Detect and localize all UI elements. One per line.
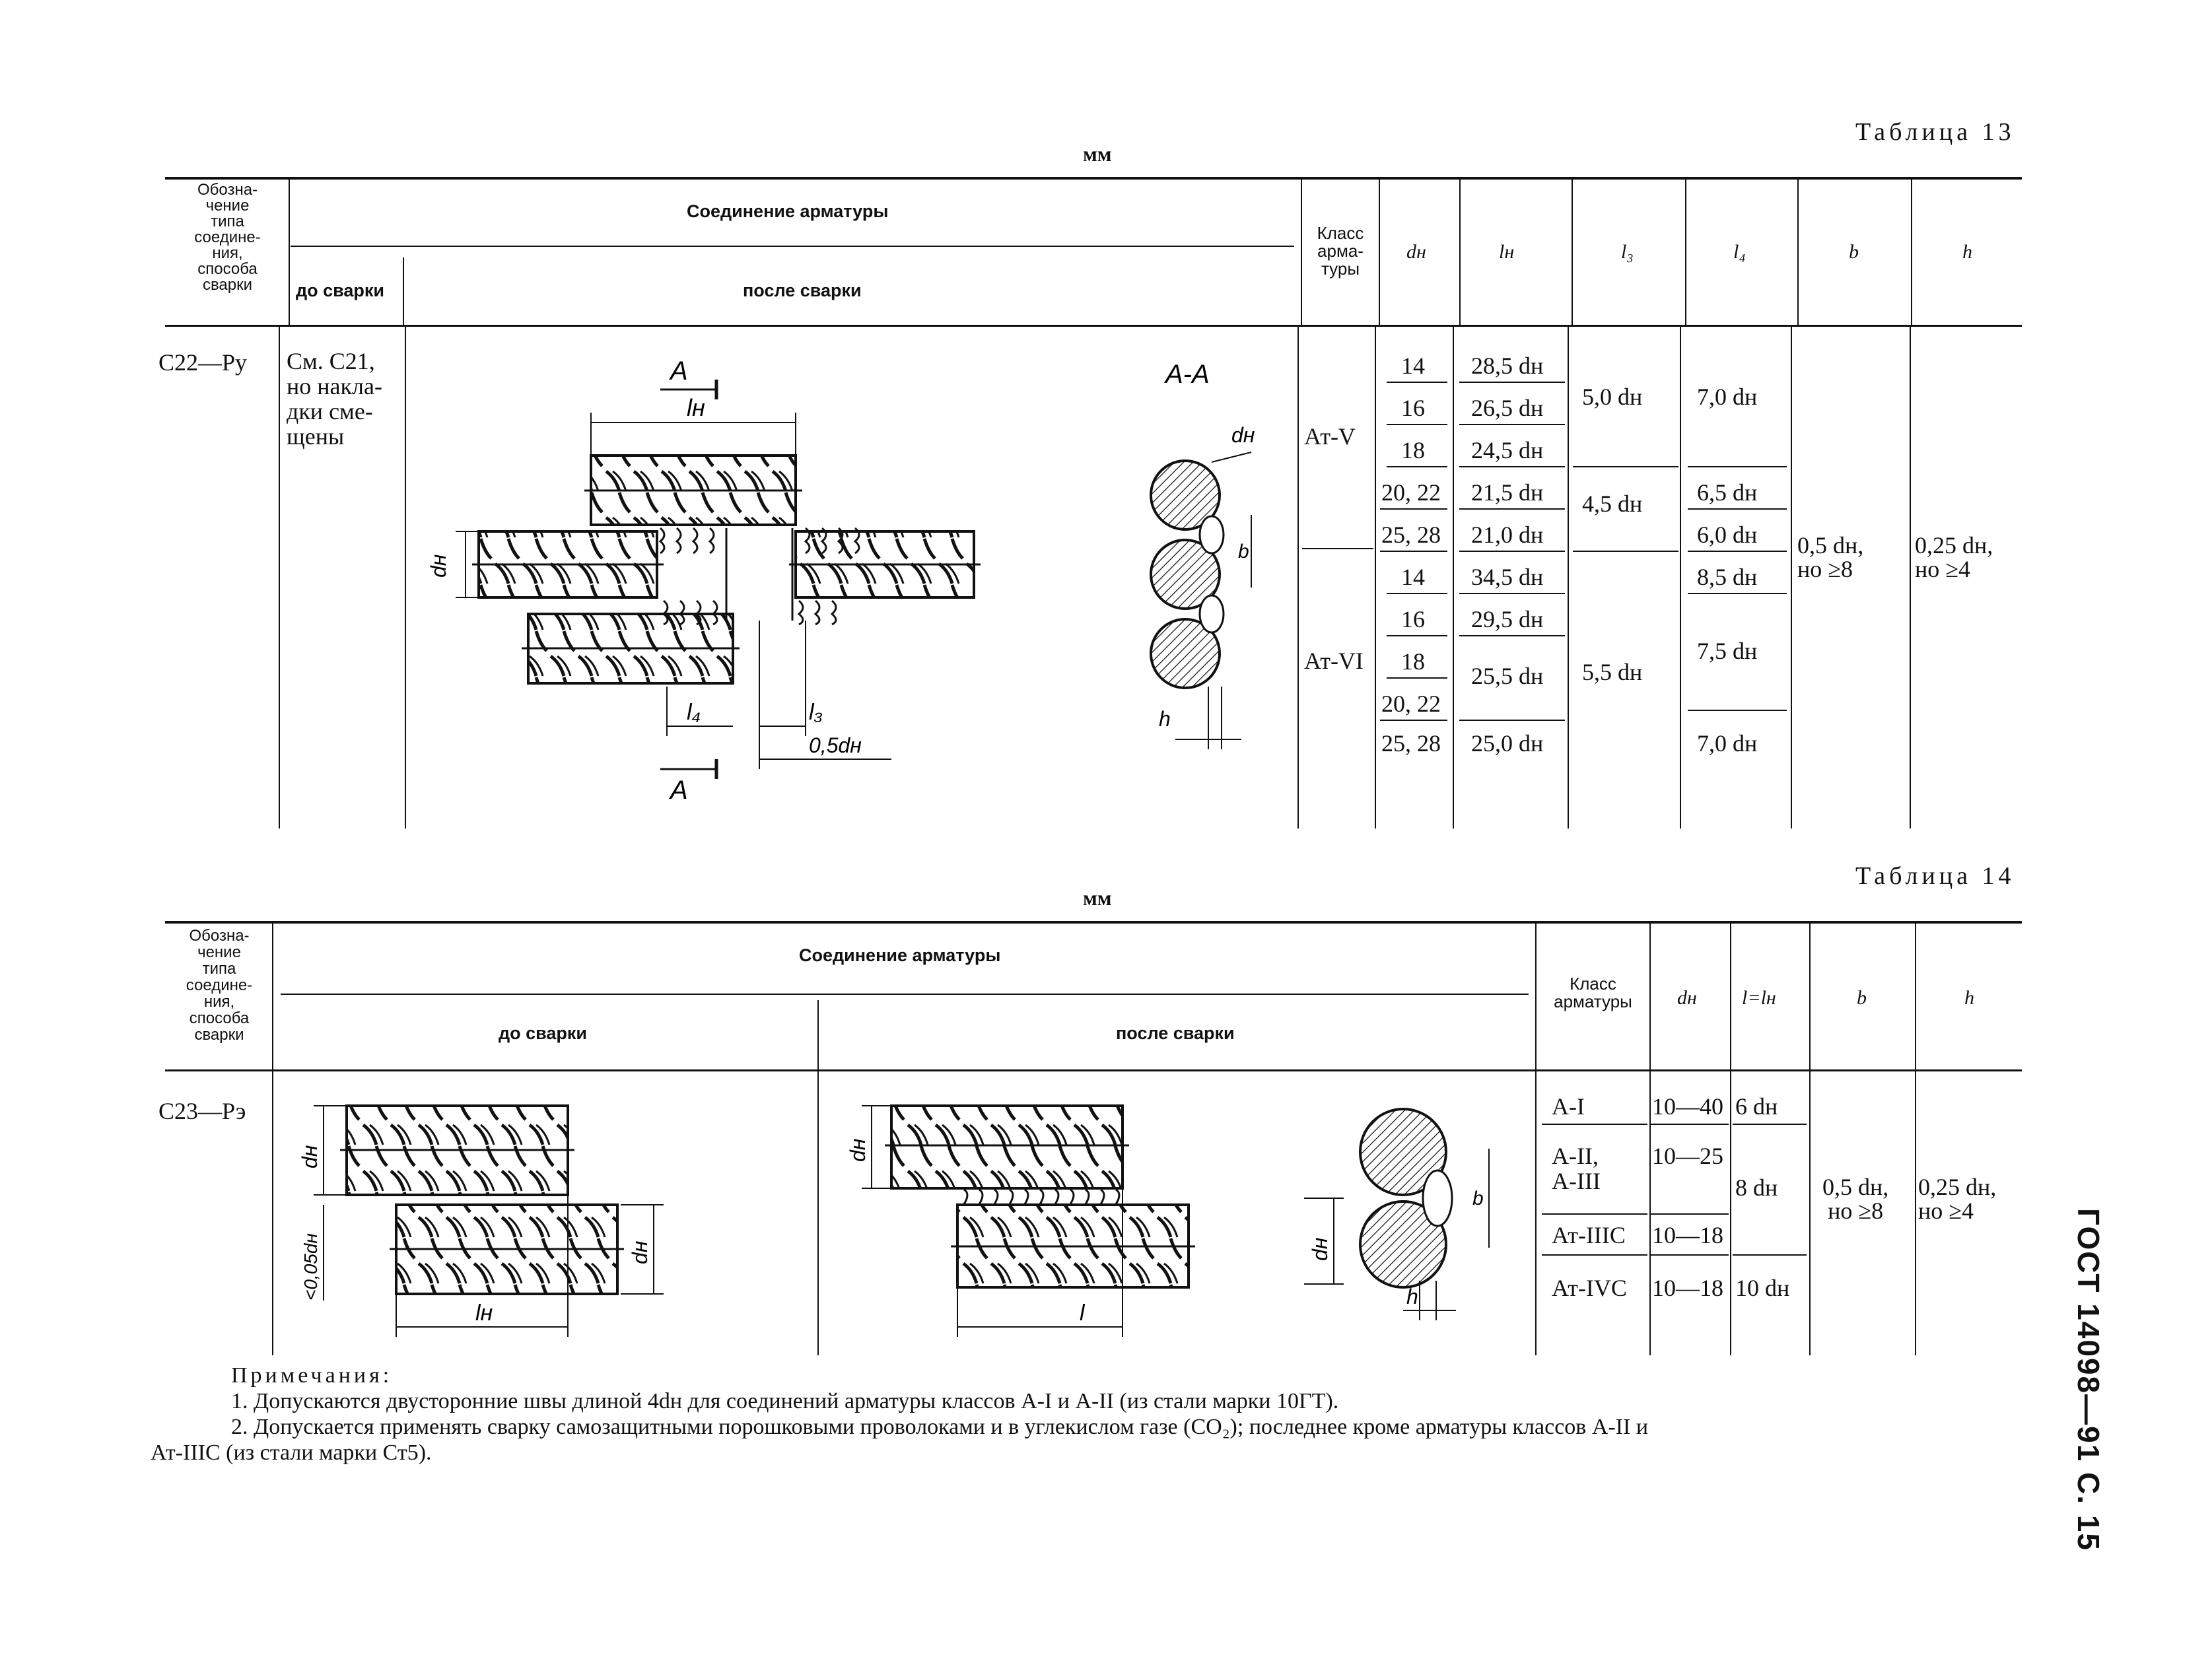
t13-vline <box>1568 327 1569 828</box>
t14-after-dn-label: dн <box>846 1138 870 1162</box>
t13-d-1: 16 <box>1401 395 1425 421</box>
t13-l4-3: 8,5 dн <box>1697 564 1758 590</box>
t13-section-b-label: b <box>1238 541 1249 562</box>
t13-ln-header: lн <box>1499 241 1515 263</box>
table-14-label: Таблица 14 <box>1855 862 2015 890</box>
t13-header-rule <box>165 325 2022 327</box>
t13-d-6: 16 <box>1401 606 1425 632</box>
t13-ln-7: 25,5 dн <box>1471 663 1544 689</box>
t13-vline <box>1379 178 1380 325</box>
t13-before-text: См. С21, но накла- дки сме- щены <box>287 348 382 450</box>
t13-ln-0: 28,5 dн <box>1471 353 1544 379</box>
t14-after-dn2-label: dн <box>1308 1237 1332 1261</box>
t13-d-8: 20, 22 <box>1381 691 1441 717</box>
t13-d-4: 25, 28 <box>1381 522 1441 548</box>
t13-vline <box>1910 327 1911 828</box>
t14-b-header: b <box>1857 987 1867 1009</box>
t14-before-header: до сварки <box>499 1023 588 1043</box>
t13-vline <box>1797 178 1799 325</box>
t13-l4-1: 6,5 dн <box>1697 479 1758 506</box>
t14-l-2: 10 dн <box>1735 1275 1790 1301</box>
t14-before-drawing <box>277 1076 812 1353</box>
t13-class-atv: Ат-V <box>1304 423 1356 450</box>
t13-l3-1: 4,5 dн <box>1582 490 1643 517</box>
t13-cut-mark-bottom: A <box>670 776 688 805</box>
t14-after-header: после сварки <box>1116 1023 1235 1043</box>
t13-d-9: 25, 28 <box>1381 730 1441 757</box>
t13-drawing-l3-label: l₃ <box>809 700 823 725</box>
t14-d-1: 10—25 <box>1652 1143 1723 1169</box>
t13-drawing-ln-label: lн <box>687 394 705 421</box>
t14-designation-header: Обозна- чение типа соедине- ния, способа сварки <box>186 927 253 1044</box>
table-13-label: Таблица 13 <box>1855 118 2015 146</box>
t14-d-3: 10—18 <box>1652 1275 1723 1301</box>
t13-vline <box>1572 178 1573 325</box>
t14-before-dn2-label: dн <box>628 1240 652 1264</box>
t13-drawing-dn-label: dн <box>427 554 450 578</box>
t14-h-header: h <box>1964 987 1974 1009</box>
t14-l-1: 8 dн <box>1735 1174 1778 1201</box>
t13-vline <box>279 327 280 828</box>
t14-row-code: С23—Рэ <box>158 1098 246 1124</box>
t13-row-code: С22—Ру <box>158 349 248 376</box>
t13-ln-6: 29,5 dн <box>1471 606 1544 632</box>
t13-class-header: Класс арма- туры <box>1317 223 1364 279</box>
t13-after-header: после сварки <box>743 281 862 300</box>
t13-ln-1: 26,5 dн <box>1471 395 1544 421</box>
t13-l4-header: l₄ <box>1733 241 1746 263</box>
t13-vline <box>403 257 404 325</box>
t13-designation-header: Обозна- чение типа соедине- ния, способа сварки <box>194 181 261 294</box>
t14-b-value: 0,5 dн, но ≥8 <box>1822 1174 1889 1224</box>
t14-connection-header: Соединение арматуры <box>799 945 1001 965</box>
t14-class-2: А-III <box>1552 1168 1601 1194</box>
t13-section-dn-label: dн <box>1231 423 1255 447</box>
t13-l4-2: 6,0 dн <box>1697 522 1758 548</box>
t14-sub-rule <box>281 994 1529 995</box>
note-1: 1. Допускаются двусторонние швы длиной 4dн для соединений арматуры классов А-I и А-II (из стали марки 10ГТ). <box>231 1389 1339 1413</box>
t14-dn-header: dн <box>1677 987 1697 1009</box>
t13-drawing <box>409 330 1294 832</box>
t13-connection-header: Соединение арматуры <box>687 201 889 221</box>
t13-class-divider <box>1302 548 1373 549</box>
t13-l4-5: 7,0 dн <box>1697 730 1758 757</box>
t13-cut-mark-top: A <box>670 356 688 386</box>
t14-before-dn-label: dн <box>298 1145 322 1168</box>
t13-l3-2: 5,5 dн <box>1582 659 1643 685</box>
t13-b-header: b <box>1849 241 1859 263</box>
t14-d-0: 10—40 <box>1652 1093 1723 1120</box>
table-13-unit: мм <box>1083 142 1112 166</box>
t14-before-ln-label: lн <box>475 1301 493 1326</box>
t13-l4-4: 7,5 dн <box>1697 638 1758 664</box>
t14-h-value: 0,25 dн, но ≥4 <box>1918 1174 1997 1224</box>
t14-class-1: А-II, <box>1552 1143 1599 1169</box>
t13-vline <box>1680 327 1681 828</box>
t13-ln-5: 34,5 dн <box>1471 564 1544 590</box>
t13-drawing-offset-label: 0,5dн <box>809 733 862 757</box>
t13-before-header: до сварки <box>296 281 385 300</box>
t14-after-h-label: h <box>1406 1285 1418 1308</box>
t13-drawing-l4-label: l₄ <box>687 700 701 725</box>
t13-vline <box>1459 178 1461 325</box>
t13-h-header: h <box>1962 241 1972 263</box>
t13-vline <box>1453 327 1454 828</box>
t13-vline <box>1791 327 1792 828</box>
t13-d-3: 20, 22 <box>1381 479 1441 506</box>
t14-d-2: 10—18 <box>1652 1222 1723 1248</box>
t13-class-atvi: Ат-VI <box>1304 648 1364 674</box>
t13-top-bar <box>584 456 802 525</box>
t13-l4-0: 7,0 dн <box>1697 384 1758 410</box>
t14-top-rule <box>165 921 2022 924</box>
notes-title: Примечания: <box>231 1363 393 1388</box>
table-14-unit: мм <box>1083 886 1112 910</box>
t13-top-rule <box>165 177 2022 180</box>
t13-vline <box>405 327 406 828</box>
t14-class-3: Ат-IIIC <box>1552 1222 1626 1248</box>
t13-section-h-label: h <box>1159 707 1171 731</box>
t13-l3-0: 5,0 dн <box>1582 384 1643 410</box>
t13-ln-8: 25,0 dн <box>1471 730 1544 757</box>
t14-after-drawing <box>822 1076 1532 1353</box>
note-2b: Ат-IIIC (из стали марки Ст5). <box>151 1440 432 1465</box>
side-label: ГОСТ 14098—91 С. 15 <box>2071 1208 2106 1552</box>
t13-l3-header: l₃ <box>1621 241 1634 263</box>
t14-class-0: А-I <box>1552 1093 1585 1120</box>
t14-before-gap-label: <0,05dн <box>300 1233 321 1301</box>
t13-d-7: 18 <box>1401 648 1425 675</box>
t13-h-value: 0,25 dн, но ≥4 <box>1915 532 1993 582</box>
t14-after-b-label: b <box>1472 1188 1484 1209</box>
t13-d-0: 14 <box>1401 353 1425 379</box>
t13-vline <box>1375 327 1376 828</box>
t14-l-header: l=lн <box>1742 987 1776 1009</box>
t13-section-title: A-A <box>1165 360 1210 389</box>
t13-vline <box>289 178 290 325</box>
t13-dn-header: dн <box>1406 241 1426 263</box>
t13-ln-2: 24,5 dн <box>1471 437 1544 463</box>
t13-vline <box>1685 178 1686 325</box>
t13-ln-4: 21,0 dн <box>1471 522 1544 548</box>
t13-sub-rule <box>291 246 1294 247</box>
note-2a: 2. Допускается применять сварку самозащитными порошковыми проволоками и в углекислом газе (CO₂); последнее кроме арматуры классов А-II и <box>231 1415 1649 1439</box>
t13-ln-3: 21,5 dн <box>1471 479 1544 506</box>
t13-vline <box>1297 327 1299 828</box>
t13-d-5: 14 <box>1401 564 1425 590</box>
t14-l-0: 6 dн <box>1735 1093 1778 1120</box>
t13-b-value: 0,5 dн, но ≥8 <box>1797 532 1864 582</box>
t13-vline <box>1911 178 1912 325</box>
t14-class-4: Ат-IVC <box>1552 1275 1627 1301</box>
t13-d-2: 18 <box>1401 437 1425 463</box>
t14-class-header: Класс арматуры <box>1554 974 1632 1011</box>
t14-after-l-label: l <box>1080 1301 1085 1326</box>
t14-header-rule <box>165 1069 2022 1071</box>
